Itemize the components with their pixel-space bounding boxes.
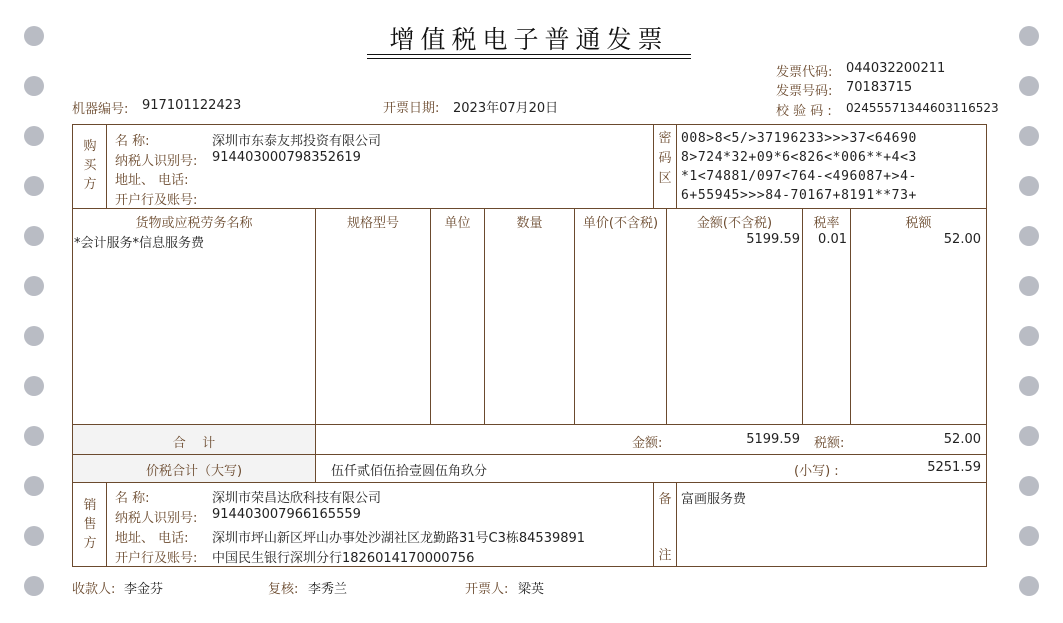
seller-tax-id-label: 纳税人识别号: bbox=[115, 511, 198, 526]
cipher-line: 6+55945>>>84-70167+8191**73+ bbox=[681, 188, 917, 203]
seller-bank-label: 开户行及账号: bbox=[115, 551, 198, 566]
issue-date: 2023年07月20日 bbox=[453, 101, 559, 116]
feed-hole bbox=[1019, 376, 1039, 396]
invoice-number-label: 发票号码: bbox=[776, 84, 833, 99]
item-amount: 5199.59 bbox=[746, 232, 800, 247]
reviewer-label: 复核: bbox=[268, 582, 299, 597]
feed-hole bbox=[24, 76, 44, 96]
col-header-spec: 规格型号 bbox=[346, 216, 399, 231]
seller-section-label: 销售方 bbox=[83, 498, 97, 551]
buyer-name-label: 名 称: bbox=[115, 134, 150, 149]
feed-hole bbox=[24, 476, 44, 496]
feed-hole bbox=[1019, 26, 1039, 46]
feed-hole bbox=[1019, 276, 1039, 296]
feed-hole bbox=[1019, 576, 1039, 596]
issue-date-label: 开票日期: bbox=[383, 101, 440, 116]
title-underline bbox=[367, 54, 691, 55]
cipher-section-label: 密码区 bbox=[658, 131, 672, 186]
feed-hole bbox=[1019, 526, 1039, 546]
grand-total-small: 5251.59 bbox=[927, 460, 981, 475]
seller-tax-id: 914403007966165559 bbox=[212, 507, 361, 522]
divider bbox=[653, 482, 654, 567]
feed-hole bbox=[24, 376, 44, 396]
feed-hole bbox=[24, 126, 44, 146]
cipher-line: 008>8<5/>37196233>>>37<64690 bbox=[681, 131, 917, 146]
totals-label: 合 计 bbox=[172, 436, 216, 451]
issuer: 梁英 bbox=[518, 582, 545, 597]
feed-hole bbox=[24, 526, 44, 546]
divider bbox=[484, 208, 485, 424]
remarks-label-top: 备 bbox=[658, 492, 672, 507]
seller-address: 深圳市坪山新区坪山办事处沙湖社区龙勤路31号C3栋84539891 bbox=[212, 531, 586, 546]
feed-hole bbox=[1019, 176, 1039, 196]
feed-hole bbox=[24, 326, 44, 346]
cipher-line: *1<74881/097<764-<496087+>4- bbox=[681, 169, 917, 184]
grand-total-words: 伍仟贰佰伍拾壹圆伍角玖分 bbox=[331, 464, 488, 479]
invoice-title: 增值税电子普通发票 bbox=[389, 25, 669, 54]
seller-bank: 中国民生银行深圳分行1826014170000756 bbox=[212, 551, 475, 566]
feed-hole bbox=[24, 26, 44, 46]
buyer-name: 深圳市东泰友邦投资有限公司 bbox=[212, 134, 382, 149]
title-underline bbox=[367, 58, 691, 59]
feed-hole bbox=[1019, 76, 1039, 96]
feed-hole bbox=[24, 576, 44, 596]
divider bbox=[676, 482, 677, 567]
col-header-name: 货物或应税劳务名称 bbox=[135, 216, 253, 231]
check-code: 02455571344603116523 bbox=[846, 101, 999, 115]
invoice-number: 70183715 bbox=[846, 80, 913, 95]
buyer-bank-label: 开户行及账号: bbox=[115, 193, 198, 208]
item-tax: 52.00 bbox=[943, 232, 981, 247]
seller-address-label: 地址、 电话: bbox=[115, 531, 189, 546]
check-code-label: 校 验 码 : bbox=[776, 104, 832, 119]
col-header-price: 单价(不含税) bbox=[582, 216, 659, 231]
totals-tax-label: 税额: bbox=[814, 436, 845, 451]
col-header-unit: 单位 bbox=[444, 216, 471, 231]
feed-hole bbox=[24, 176, 44, 196]
divider bbox=[106, 124, 107, 208]
divider bbox=[430, 208, 431, 424]
reviewer: 李秀兰 bbox=[308, 582, 348, 597]
invoice-code-label: 发票代码: bbox=[776, 65, 833, 80]
machine-number: 917101122423 bbox=[142, 98, 242, 113]
divider bbox=[653, 124, 654, 208]
feed-hole bbox=[1019, 326, 1039, 346]
machine-number-label: 机器编号: bbox=[72, 102, 129, 117]
buyer-section-label: 购买方 bbox=[83, 139, 97, 192]
item-rate: 0.01 bbox=[818, 232, 847, 247]
remarks-text: 富画服务费 bbox=[681, 492, 747, 507]
seller-name: 深圳市荣昌达欣科技有限公司 bbox=[212, 491, 382, 506]
col-header-tax: 税额 bbox=[905, 216, 932, 231]
feed-hole bbox=[1019, 426, 1039, 446]
feed-hole bbox=[24, 426, 44, 446]
feed-hole bbox=[24, 276, 44, 296]
feed-hole bbox=[24, 226, 44, 246]
col-header-amount: 金额(不含税) bbox=[696, 216, 773, 231]
cipher-line: 8>724*32+09*6<826<*006**+4<3 bbox=[681, 150, 917, 165]
divider bbox=[676, 124, 677, 208]
divider bbox=[315, 208, 316, 482]
remarks-label-bottom: 注 bbox=[658, 548, 672, 563]
buyer-address-label: 地址、 电话: bbox=[115, 173, 189, 188]
totals-amount: 5199.59 bbox=[746, 432, 800, 447]
totals-tax: 52.00 bbox=[943, 432, 981, 447]
feed-hole bbox=[1019, 226, 1039, 246]
feed-hole bbox=[1019, 126, 1039, 146]
payee: 李金芬 bbox=[124, 582, 164, 597]
divider bbox=[106, 482, 107, 567]
payee-label: 收款人: bbox=[72, 582, 116, 597]
buyer-tax-id: 914403000798352619 bbox=[212, 150, 361, 165]
divider bbox=[72, 482, 987, 483]
totals-amount-label: 金额: bbox=[632, 436, 663, 451]
invoice-code: 044032200211 bbox=[846, 61, 946, 76]
grand-total-small-label: (小写) : bbox=[794, 464, 839, 479]
seller-name-label: 名 称: bbox=[115, 491, 150, 506]
divider bbox=[574, 208, 575, 424]
col-header-rate: 税率 bbox=[813, 216, 840, 231]
grand-total-label: 价税合计（大写) bbox=[145, 464, 243, 479]
item-name: *会计服务*信息服务费 bbox=[74, 236, 205, 251]
buyer-tax-id-label: 纳税人识别号: bbox=[115, 154, 198, 169]
issuer-label: 开票人: bbox=[465, 582, 509, 597]
feed-hole bbox=[1019, 476, 1039, 496]
col-header-qty: 数量 bbox=[516, 216, 543, 231]
